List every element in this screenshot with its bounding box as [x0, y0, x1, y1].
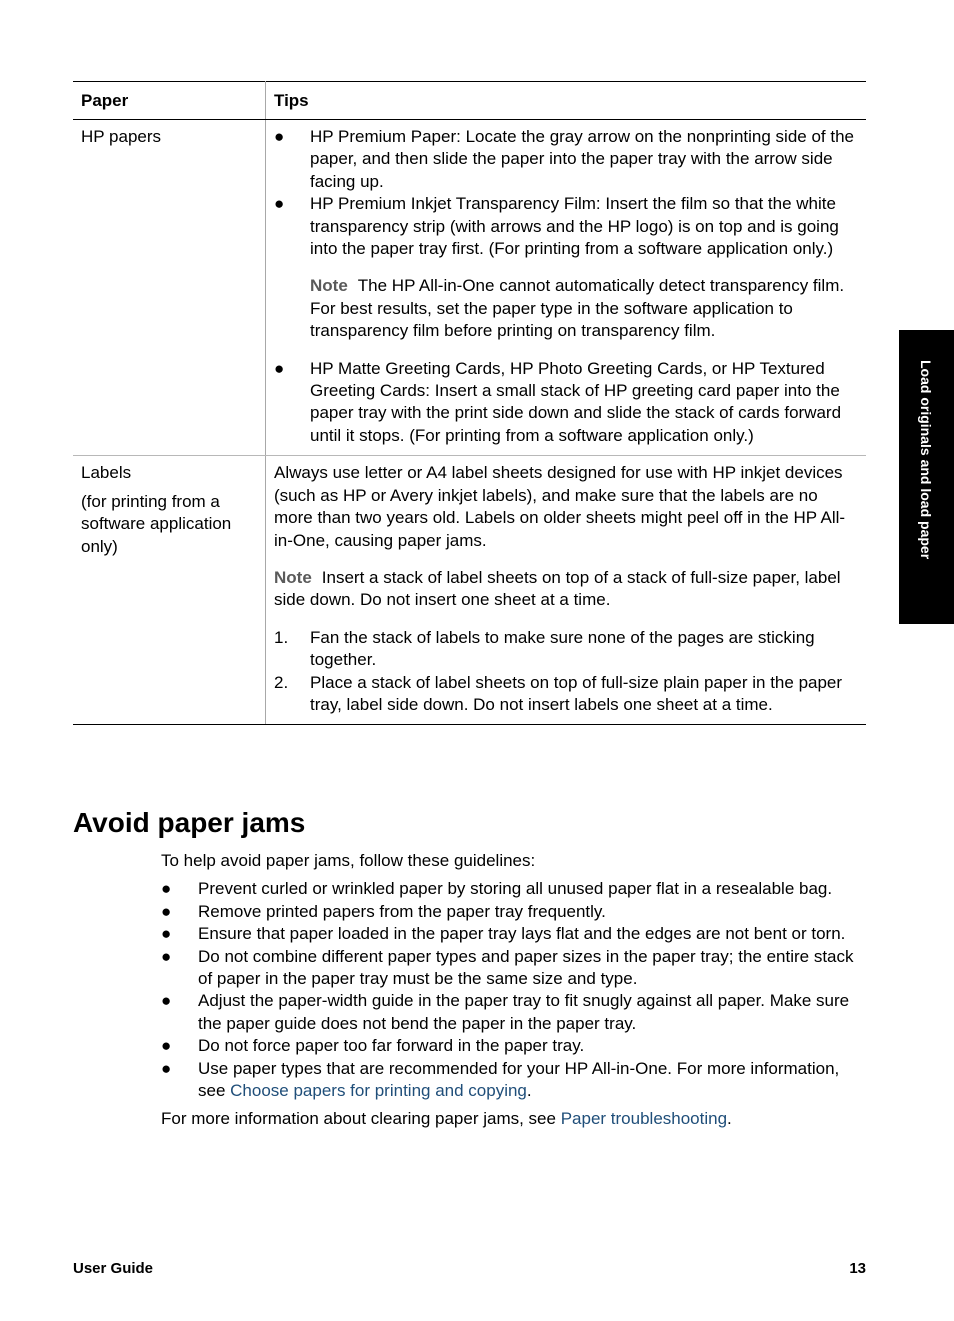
link-paper-troubleshooting[interactable]: Paper troubleshooting — [560, 1109, 728, 1129]
list-item: ● Adjust the paper-width guide in the paper tray to fit snugly against all paper. Make sure the paper guide does not bend the paper in the paper tray. — [161, 991, 850, 1033]
bullet-icon: ● — [161, 1058, 172, 1078]
table-row-labels — [73, 456, 866, 725]
note-labels: Note Insert a stack of label sheets on top of a stack of full-size paper, label side down. Do not insert one sheet at a time. — [274, 567, 841, 610]
section-title: Avoid paper jams — [73, 807, 306, 838]
bullet-icon: ● — [161, 946, 172, 966]
step-number: 1. — [274, 627, 289, 647]
chapter-side-tab-label: Load originals and load paper — [918, 360, 934, 560]
section-outro: For more information about clearing paper jams, see Paper troubleshooting. — [161, 1109, 732, 1129]
list-item: ● Ensure that paper loaded in the paper tray lays flat and the edges are not bent or torn. — [161, 923, 866, 945]
section-body — [161, 850, 866, 1131]
section-intro: To help avoid paper jams, follow these guidelines: — [161, 851, 536, 870]
list-item: ● Remove printed papers from the paper tray frequently. — [161, 901, 866, 923]
bullet-icon: ● — [161, 901, 172, 921]
footer-page-number: 13 — [849, 1260, 866, 1277]
table-row-hp-papers — [73, 120, 866, 456]
note-label: Note — [274, 567, 312, 587]
list-item: ● HP Premium Inkjet Transparency Film: Insert the film so that the white transparency strip (with arrows and the HP logo) is on top and is going into the paper tray first. (For printing from a software application only.) — [274, 194, 839, 259]
bullet-icon: ● — [161, 1036, 172, 1056]
note-transparency: Note The HP All-in-One cannot automatically detect transparency film. For best results, set the paper type in the software application to transparency film before printing on transparency film. — [310, 276, 845, 341]
list-item: ● HP Matte Greeting Cards, HP Photo Greeting Cards, or HP Textured Greeting Cards: Insert a small stack of HP greeting card paper into the paper tray with the print side down and slide the stack of cards forward until it stops. (For printing from a software application only.) — [274, 358, 842, 445]
bullet-icon: ● — [161, 924, 172, 944]
list-item: ● HP Premium Paper: Locate the gray arrow on the nonprinting side of the paper, and then slide the paper into the paper tray with the arrow side facing up. — [274, 127, 854, 191]
paper-tips-table — [73, 81, 866, 725]
cell-tips — [266, 120, 867, 456]
list-item: ● Use paper types that are recommended for your HP All-in-One. For more information, see Choose papers for printing and copying. — [161, 1058, 840, 1101]
header-paper: Paper — [73, 82, 266, 120]
footer-guide-title: User Guide — [73, 1260, 154, 1277]
note-label: Note — [310, 276, 348, 296]
cell-tips — [266, 456, 867, 725]
cell-paper-name: HP papers — [73, 120, 266, 456]
list-item: ● Prevent curled or wrinkled paper by storing all unused paper flat in a resealable bag. — [161, 878, 866, 900]
link-choose-papers[interactable]: Choose papers for printing and copying — [230, 1081, 527, 1101]
list-item: ● Do not force paper too far forward in the paper tray. — [161, 1035, 866, 1057]
table-header-row — [73, 82, 866, 120]
bullet-icon: ● — [161, 879, 172, 899]
bullet-icon: ● — [274, 358, 285, 378]
bullet-icon: ● — [161, 991, 172, 1011]
bullet-icon: ● — [274, 194, 285, 214]
list-item: 2. Place a stack of label sheets on top of full-size plain paper in the paper tray, label side down. Do not insert labels one sheet at a time. — [274, 672, 843, 714]
chapter-side-tab — [899, 330, 954, 624]
cell-paper-name: Labels (for printing from a software application only) — [73, 456, 266, 725]
step-number: 2. — [274, 672, 289, 692]
labels-intro: Always use letter or A4 label sheets designed for use with HP inkjet devices (such as HP or Avery inkjet labels), and make sure that the labels are no more than two years old. Labels on older sheets might peel off in the HP All-in-One, causing paper jams. — [274, 463, 846, 550]
header-tips: Tips — [266, 82, 867, 120]
bullet-icon: ● — [274, 127, 285, 146]
list-item: 1. Fan the stack of labels to make sure none of the pages are sticking together. — [274, 627, 815, 670]
list-item: ● Do not combine different paper types and paper sizes in the paper tray; the entire stack of paper in the paper tray must be the same size and type. — [161, 946, 854, 989]
